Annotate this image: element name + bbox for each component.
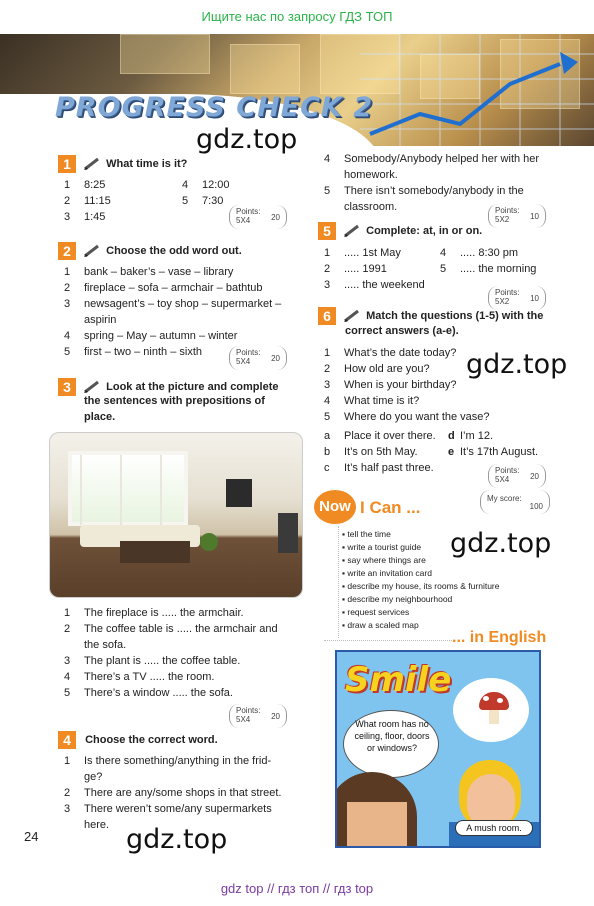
points-box: Points: 5X4 20 — [229, 346, 287, 370]
watermark: gdz.top — [450, 528, 552, 559]
pencil-icon — [343, 309, 361, 323]
points-box: Points: 5X2 10 — [488, 204, 546, 228]
list-item: 2 How old are you? — [324, 363, 430, 375]
i-can-heading: I Can ... — [360, 498, 421, 517]
list-item: homework. — [344, 169, 398, 181]
points-box: Points: 5X4 20 — [229, 205, 287, 229]
list-item: 4 There’s a TV ..... the room. — [64, 671, 215, 683]
cartoon-answer: A mush room. — [455, 820, 533, 836]
skill-item: ▪ write an invitation card — [342, 568, 432, 578]
skill-item: ▪ draw a scaled map — [342, 620, 419, 630]
ex3-heading: 3 Look at the picture and complete — [58, 378, 298, 396]
page-title: PROGRESS CHECK 2 — [55, 92, 374, 123]
points-box: Points: 5X4 20 — [229, 704, 287, 728]
answer-item: d I’m 12. — [448, 430, 494, 442]
list-item: 5 Where do you want the vase? — [324, 411, 490, 423]
points-box: Points: 5X4 20 — [488, 464, 546, 488]
list-item: 4 spring – May – autumn – winter — [64, 330, 238, 342]
list-item: 5 ..... the morning — [440, 263, 537, 275]
list-item: 3 There weren’t some/any supermarkets — [64, 803, 272, 815]
ex6-heading-line: correct answers (a-e). — [345, 325, 459, 337]
grid-arrow-graphic — [360, 34, 594, 146]
list-item: aspirin — [84, 314, 117, 326]
page-number: 24 — [24, 829, 39, 844]
list-item: 1 Is there something/anything in the frid- — [64, 755, 272, 767]
list-item: 5 first – two – ninth – sixth — [64, 346, 202, 358]
skill-item: ▪ request services — [342, 607, 410, 617]
watermark: gdz.top — [126, 824, 228, 855]
ex5-heading: 5 Complete: at, in or on. — [318, 222, 482, 240]
ex4-heading: 4 Choose the correct word. — [58, 731, 218, 749]
my-score-box: My score: 100 — [480, 490, 550, 514]
smile-title: Smile — [345, 660, 452, 700]
living-room-photo — [49, 432, 303, 598]
list-item: ge? — [84, 771, 103, 783]
list-item: 3 ..... the weekend — [324, 279, 425, 291]
list-item: the sofa. — [84, 639, 127, 651]
list-item: 2 ..... 1991 — [324, 263, 387, 275]
ex3-heading-line: place. — [84, 411, 116, 423]
list-item: 1 ..... 1st May — [324, 247, 401, 259]
list-item: 2 11:15 — [64, 195, 111, 207]
list-item: 5 There’s a window ..... the sofa. — [64, 687, 233, 699]
list-item: 4 Somebody/Anybody helped her with her — [324, 153, 540, 165]
list-item: 1 8:25 — [64, 179, 106, 191]
ex6-heading: 6 Match the questions (1-5) with the — [318, 307, 558, 325]
list-item: 2 There are any/some shops in that street. — [64, 787, 282, 799]
list-item: 3 When is your birthday? — [324, 379, 457, 391]
list-item: 3 1:45 — [64, 211, 106, 223]
ex3-heading-line: the sentences with prepositions of — [84, 395, 265, 407]
list-item: 1 bank – baker’s – vase – library — [64, 266, 234, 278]
list-item: classroom. — [344, 201, 398, 213]
answer-item: a Place it over there. — [324, 430, 436, 442]
skill-item: ▪ tell the time — [342, 529, 391, 539]
answer-item: e It’s 17th August. — [448, 446, 539, 458]
list-item: 2 fireplace – sofa – armchair – bathtub — [64, 282, 263, 294]
skill-item: ▪ write a tourist guide — [342, 542, 422, 552]
pencil-icon — [83, 157, 101, 171]
points-box: Points: 5X2 10 — [488, 286, 546, 310]
watermark: gdz.top — [196, 124, 298, 155]
answer-item: c It’s half past three. — [324, 462, 434, 474]
ex1-heading: 1 What time is it? — [58, 155, 187, 173]
in-english-label: ... in English — [452, 629, 547, 646]
list-item: 5 There isn’t somebody/anybody in the — [324, 185, 524, 197]
skill-item: ▪ describe my neighbourhood — [342, 594, 453, 604]
list-item: 2 The coffee table is ..... the armchair and — [64, 623, 278, 635]
list-item: 3 The plant is ..... the coffee table. — [64, 655, 241, 667]
list-item: 4 What time is it? — [324, 395, 420, 407]
pencil-icon — [83, 380, 101, 394]
list-item: 3 newsagent’s – toy shop – supermarket – — [64, 298, 282, 310]
watermark: gdz.top — [466, 349, 568, 380]
footer-note: gdz top // гдз топ // гдз top — [220, 881, 374, 896]
top-note: Ищите нас по запросу ГДЗ ТОП — [201, 9, 393, 24]
now-i-can-box — [314, 490, 564, 650]
list-item: 4 ..... 8:30 pm — [440, 247, 519, 259]
ex2-heading: 2 Choose the odd word out. — [58, 242, 242, 260]
ex1-number: 1 — [58, 155, 76, 173]
list-item: 1 What’s the date today? — [324, 347, 457, 359]
pencil-icon — [83, 244, 101, 258]
list-item: 1 The fireplace is ..... the armchair. — [64, 607, 244, 619]
now-badge: Now — [314, 490, 356, 524]
list-item: here. — [84, 819, 110, 831]
skill-item: ▪ describe my house, its rooms & furniture — [342, 581, 500, 591]
skill-item: ▪ say where things are — [342, 555, 426, 565]
smile-cartoon — [335, 650, 541, 848]
cartoon-question: What room has no ceiling, floor, doors or windows? — [354, 719, 430, 753]
pencil-icon — [343, 224, 361, 238]
list-item: 5 7:30 — [182, 195, 224, 207]
answer-item: b It’s on 5th May. — [324, 446, 418, 458]
list-item: 4 12:00 — [182, 179, 230, 191]
